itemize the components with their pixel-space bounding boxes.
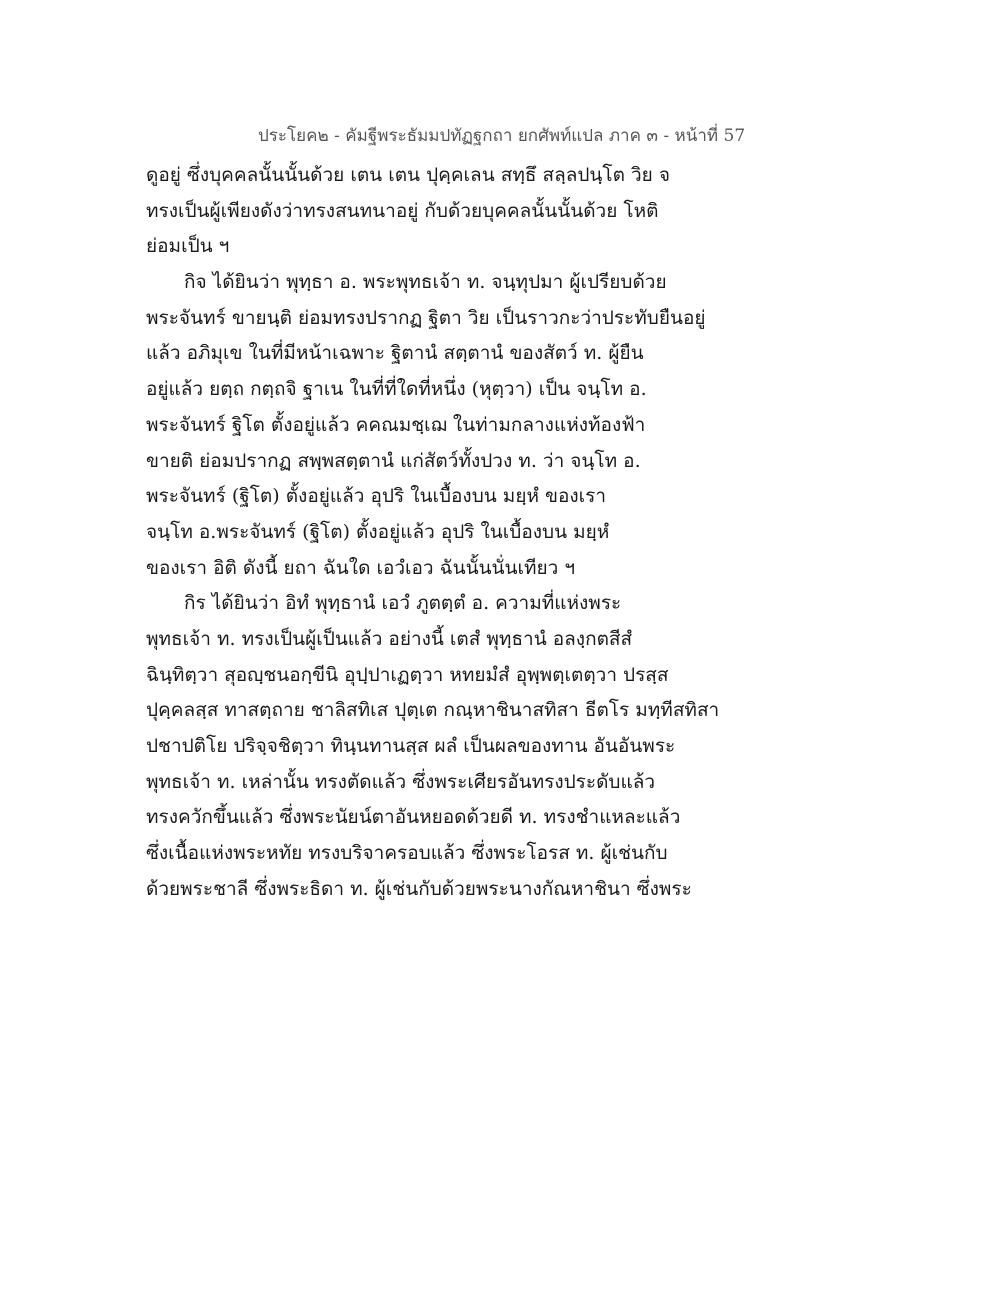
paragraph-start-line: กิจ ได้ยินว่า พุทฺธา อ. พระพุทธเจ้า ท. จนฺทุปมา ผู้เปรียบด้วย (184, 271, 667, 294)
text-line: ฉินฺทิตฺวา สุอญฺชนอกฺขีนิ อุปฺปาเฏตฺวา หทยมํสํ อุพฺพตฺเตตฺวา ปรสฺส (146, 663, 669, 686)
text-line: ทรงเป็นผู้เพียงดังว่าทรงสนทนาอยู่ กับด้วยบุคคลนั้นนั้นด้วย โหติ (146, 199, 659, 222)
text-line: ปชาปติโย ปริจฺจชิตฺวา ทินฺนทานสฺส ผลํ เป็นผลของทาน อันอันพระ (146, 735, 676, 757)
text-line: จนฺโท อ.พระจันทร์ (ฐิโต) ตั้งอยู่แล้ว อุปริ ในเบื้องบน มยฺหํ (146, 520, 610, 543)
text-line: ด้วยพระชาลี ซึ่งพระธิดา ท. ผู้เช่นกับด้วยพระนางกัณหาชินา ซึ่งพระ (146, 877, 692, 900)
text-line: พระจันทร์ ขายนฺติ ย่อมทรงปรากฏ ฐิตา วิย เป็นราวกะว่าประทับยืนอยู่ (146, 306, 706, 329)
paragraph-start-line: กิร ได้ยินว่า อิทํ พุทฺธานํ เอวํ ภูตตฺตํ อ. ความที่แห่งพระ (184, 592, 622, 615)
text-line: พุทธเจ้า ท. ทรงเป็นผู้เป็นแล้ว อย่างนี้ เตสํ พุทฺธานํ อลงฺกตสีสํ (146, 627, 633, 650)
text-line: ย่อมเป็น ฯ (146, 235, 230, 258)
text-line: อยู่แล้ว ยตฺถ กตฺถจิ ฐาเน ในที่ที่ใดที่หนึ่ง (หุตฺวา) เป็น จนฺโท อ. (146, 378, 647, 401)
text-line: ปุคฺคลสฺส ทาสตฺถาย ชาลิสทิเส ปุตฺเต กณฺหาชินาสทิสา ธีตโร มทฺทีสทิสา (146, 699, 720, 722)
body-text (146, 158, 746, 907)
text-line: แล้ว อภิมุเข ในที่มีหน้าเฉพาะ ฐิตานํ สตฺตานํ ของสัตว์ ท. ผู้ยืน (146, 342, 644, 365)
text-line: พระจันทร์ ฐิโต ตั้งอยู่แล้ว คคณมชฺเฌ ในท่ามกลางแห่งท้องฟ้า (146, 413, 646, 436)
running-header: ประโยค๒ - คัมฐีพระธัมมปทัฏฐกถา ยกศัพท์แปล ภาค ๓ - หน้าที่ 57 (258, 126, 746, 146)
text-line: พุทธเจ้า ท. เหล่านั้น ทรงตัดแล้ว ซึ่งพระเศียรอันทรงประดับแล้ว (146, 770, 656, 793)
text-line: พระจันทร์ (ฐิโต) ตั้งอยู่แล้ว อุปริ ในเบื้องบน มยฺหํ ของเรา (146, 485, 607, 508)
text-line: ขายติ ย่อมปรากฏ สพฺพสตฺตานํ แก่สัตว์ทั้งปวง ท. ว่า จนฺโท อ. (146, 449, 641, 472)
text-line: ทรงควักขึ้นแล้ว ซึ่งพระนัยน์ตาอันหยอดด้วยดี ท. ทรงชำแหละแล้ว (146, 806, 681, 829)
text-line: ซึ่งเนื้อแห่งพระหทัย ทรงบริจาครอบแล้ว ซึ่งพระโอรส ท. ผู้เช่นกับ (146, 842, 668, 865)
text-line: ดูอยู่ ซึ่งบุคคลนั้นนั้นด้วย เตน เตน ปุคฺคเลน สทฺธึ สลฺลปนฺโต วิย จ (146, 164, 670, 186)
text-line: ของเรา อิติ ดังนี้ ยถา ฉันใด เอวํเอว ฉันนั้นนั่นเทียว ฯ (146, 556, 576, 579)
